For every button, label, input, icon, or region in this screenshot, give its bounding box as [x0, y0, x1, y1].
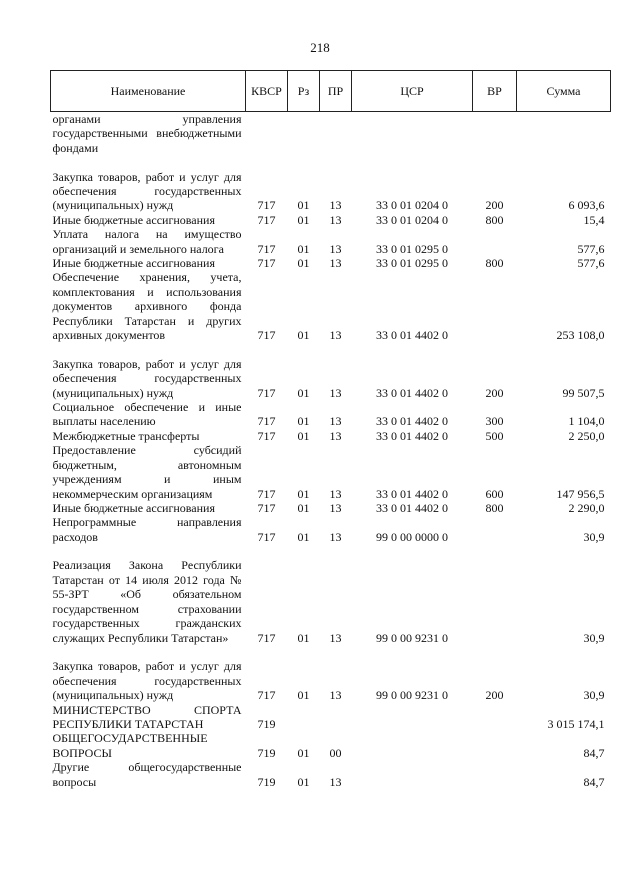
row-pr: 13 — [329, 500, 342, 515]
row-kvsr: 717 — [257, 414, 276, 429]
row-sum: 1 104,0 — [568, 414, 605, 429]
table-row — [51, 256, 611, 270]
row-sum: 3 015 174,1 — [547, 716, 605, 731]
row-sum: 253 108,0 — [556, 328, 605, 343]
table-row — [51, 760, 611, 789]
row-kvsr: 717 — [257, 212, 276, 227]
row-vr — [473, 703, 517, 732]
row-rz: 01 — [297, 414, 310, 429]
row-vr — [473, 544, 517, 645]
row-name: Закупка товаров, работ и услуг для обеспечения государственных (муниципальных) нужд — [52, 169, 242, 213]
table-row — [51, 443, 611, 501]
row-kvsr: 717 — [257, 328, 276, 343]
table-row — [51, 429, 611, 443]
row-rz: 01 — [297, 486, 310, 501]
row-sum: 84,7 — [583, 774, 605, 789]
row-name: Предоставление субсидий бюджетным, автономным учреждениям и иным некоммерческим организациям — [52, 443, 242, 501]
row-vr: 200 — [485, 198, 504, 213]
row-sum: 577,6 — [577, 241, 605, 256]
row-rz: 01 — [297, 745, 310, 760]
table-header — [51, 71, 611, 112]
row-vr: 500 — [485, 428, 504, 443]
row-rz: 01 — [297, 198, 310, 213]
row-pr: 00 — [329, 745, 342, 760]
row-csr: 33 0 01 0204 0 — [376, 198, 448, 213]
row-rz: 01 — [297, 529, 310, 544]
header-csr: ЦСР — [352, 71, 473, 112]
row-vr — [473, 112, 517, 156]
row-csr: 33 0 01 4402 0 — [376, 486, 448, 501]
row-name: Межбюджетные трансферты — [52, 428, 200, 443]
row-sum: 84,7 — [583, 745, 605, 760]
table-row — [51, 645, 611, 703]
row-vr — [473, 760, 517, 789]
row-kvsr: 717 — [257, 256, 276, 271]
row-sum: 30,9 — [583, 529, 605, 544]
row-rz: 01 — [297, 774, 310, 789]
row-vr: 600 — [485, 486, 504, 501]
row-kvsr: 717 — [257, 500, 276, 515]
row-rz: 01 — [297, 630, 310, 645]
row-name: Реализация Закона Республики Татарстан от 14 июля 2012 года № 55-ЗРТ «Об обязательном государственном страховании государственных гражданских служащих Республики Татарстан» — [52, 558, 242, 645]
row-csr: 33 0 01 4402 0 — [376, 500, 448, 515]
row-csr: 33 0 01 0204 0 — [376, 212, 448, 227]
row-vr: 800 — [485, 500, 504, 515]
table-row — [51, 155, 611, 213]
row-pr: 13 — [329, 774, 342, 789]
row-csr: 33 0 01 4402 0 — [376, 328, 448, 343]
row-kvsr: 719 — [257, 716, 276, 731]
row-kvsr: 717 — [257, 385, 276, 400]
row-rz: 01 — [297, 241, 310, 256]
row-name: Уплата налога на имущество организаций и земельного налога — [52, 227, 242, 256]
page-number: 218 — [310, 40, 330, 55]
row-sum: 30,9 — [583, 688, 605, 703]
row-name: Закупка товаров, работ и услуг для обеспечения государственных (муниципальных) нужд — [52, 356, 242, 400]
budget-table — [50, 70, 611, 789]
row-csr: 99 0 00 9231 0 — [376, 630, 448, 645]
table-row — [51, 501, 611, 515]
table-row — [51, 213, 611, 227]
row-vr: 800 — [485, 212, 504, 227]
row-rz — [288, 703, 320, 732]
table-row — [51, 544, 611, 645]
row-name: Социальное обеспечение и иные выплаты населению — [52, 400, 242, 429]
row-name: Иные бюджетные ассигнования — [52, 212, 215, 227]
row-sum: 147 956,5 — [556, 486, 605, 501]
row-kvsr: 719 — [257, 774, 276, 789]
row-csr: 99 0 00 9231 0 — [376, 688, 448, 703]
header-pr: ПР — [320, 71, 352, 112]
row-kvsr: 717 — [257, 630, 276, 645]
row-vr: 200 — [485, 688, 504, 703]
row-name: Обеспечение хранения, учета, комплектования и использования документов архивного фонда Республики Татарстан и других архивных документов — [52, 270, 242, 343]
row-name: Закупка товаров, работ и услуг для обеспечения государственных (муниципальных) нужд — [52, 659, 242, 703]
table-row — [51, 400, 611, 429]
row-pr: 13 — [329, 688, 342, 703]
table-row — [51, 270, 611, 342]
row-rz: 01 — [297, 500, 310, 515]
row-rz: 01 — [297, 428, 310, 443]
row-kvsr: 717 — [257, 688, 276, 703]
row-name: органами управления государственными внебюджетными фондами — [52, 112, 242, 155]
row-rz: 01 — [297, 256, 310, 271]
row-pr: 13 — [329, 212, 342, 227]
row-sum — [517, 112, 611, 156]
row-csr — [352, 112, 473, 156]
row-vr — [473, 731, 517, 760]
row-sum: 2 290,0 — [568, 500, 605, 515]
row-sum: 99 507,5 — [562, 385, 605, 400]
row-name: МИНИСТЕРСТВО СПОРТА РЕСПУБЛИКИ ТАТАРСТАН — [52, 702, 242, 731]
row-pr: 13 — [329, 414, 342, 429]
row-rz — [288, 112, 320, 156]
header-sum: Сумма — [517, 71, 611, 112]
row-name: ОБЩЕГОСУДАРСТВЕННЫЕ ВОПРОСЫ — [52, 731, 208, 760]
row-pr: 13 — [329, 256, 342, 271]
row-sum: 2 250,0 — [568, 428, 605, 443]
table-row — [51, 227, 611, 256]
row-csr — [352, 703, 473, 732]
row-csr — [352, 760, 473, 789]
row-csr: 33 0 01 4402 0 — [376, 428, 448, 443]
row-name: Иные бюджетные ассигнования — [52, 256, 215, 271]
row-vr — [473, 227, 517, 256]
row-pr: 13 — [329, 241, 342, 256]
row-vr: 200 — [485, 385, 504, 400]
row-pr: 13 — [329, 198, 342, 213]
row-pr: 13 — [329, 630, 342, 645]
row-pr — [320, 112, 352, 156]
row-kvsr: 717 — [257, 241, 276, 256]
row-pr: 13 — [329, 385, 342, 400]
row-vr — [473, 515, 517, 544]
row-pr: 13 — [329, 328, 342, 343]
table-row — [51, 515, 611, 544]
row-rz: 01 — [297, 212, 310, 227]
header-vr: ВР — [473, 71, 517, 112]
row-kvsr: 719 — [257, 745, 276, 760]
row-sum: 15,4 — [583, 212, 605, 227]
row-csr — [352, 731, 473, 760]
row-sum: 6 093,6 — [568, 198, 605, 213]
row-csr: 99 0 00 0000 0 — [376, 529, 448, 544]
row-csr: 33 0 01 0295 0 — [376, 241, 448, 256]
row-sum: 30,9 — [583, 630, 605, 645]
row-pr: 13 — [329, 486, 342, 501]
row-rz: 01 — [297, 385, 310, 400]
row-sum: 577,6 — [577, 256, 605, 271]
row-kvsr — [246, 112, 288, 156]
row-name: Другие общегосударственные вопросы — [52, 760, 242, 789]
table-row — [51, 703, 611, 732]
row-name: Непрограммные направления расходов — [52, 515, 242, 544]
row-vr: 300 — [485, 414, 504, 429]
row-csr: 33 0 01 4402 0 — [376, 385, 448, 400]
row-rz: 01 — [297, 688, 310, 703]
table-row — [51, 112, 611, 156]
row-pr: 13 — [329, 428, 342, 443]
header-kvsr: КВСР — [246, 71, 288, 112]
row-kvsr: 717 — [257, 529, 276, 544]
row-kvsr: 717 — [257, 198, 276, 213]
table-row — [51, 342, 611, 400]
row-vr: 800 — [485, 256, 504, 271]
row-rz: 01 — [297, 328, 310, 343]
row-csr: 33 0 01 4402 0 — [376, 414, 448, 429]
table-row — [51, 731, 611, 760]
row-pr: 13 — [329, 529, 342, 544]
row-kvsr: 717 — [257, 486, 276, 501]
header-rz: Рз — [288, 71, 320, 112]
row-pr — [320, 703, 352, 732]
row-vr — [473, 270, 517, 342]
row-csr: 33 0 01 0295 0 — [376, 256, 448, 271]
row-kvsr: 717 — [257, 428, 276, 443]
row-name: Иные бюджетные ассигнования — [52, 500, 215, 515]
header-name: Наименование — [51, 71, 246, 112]
